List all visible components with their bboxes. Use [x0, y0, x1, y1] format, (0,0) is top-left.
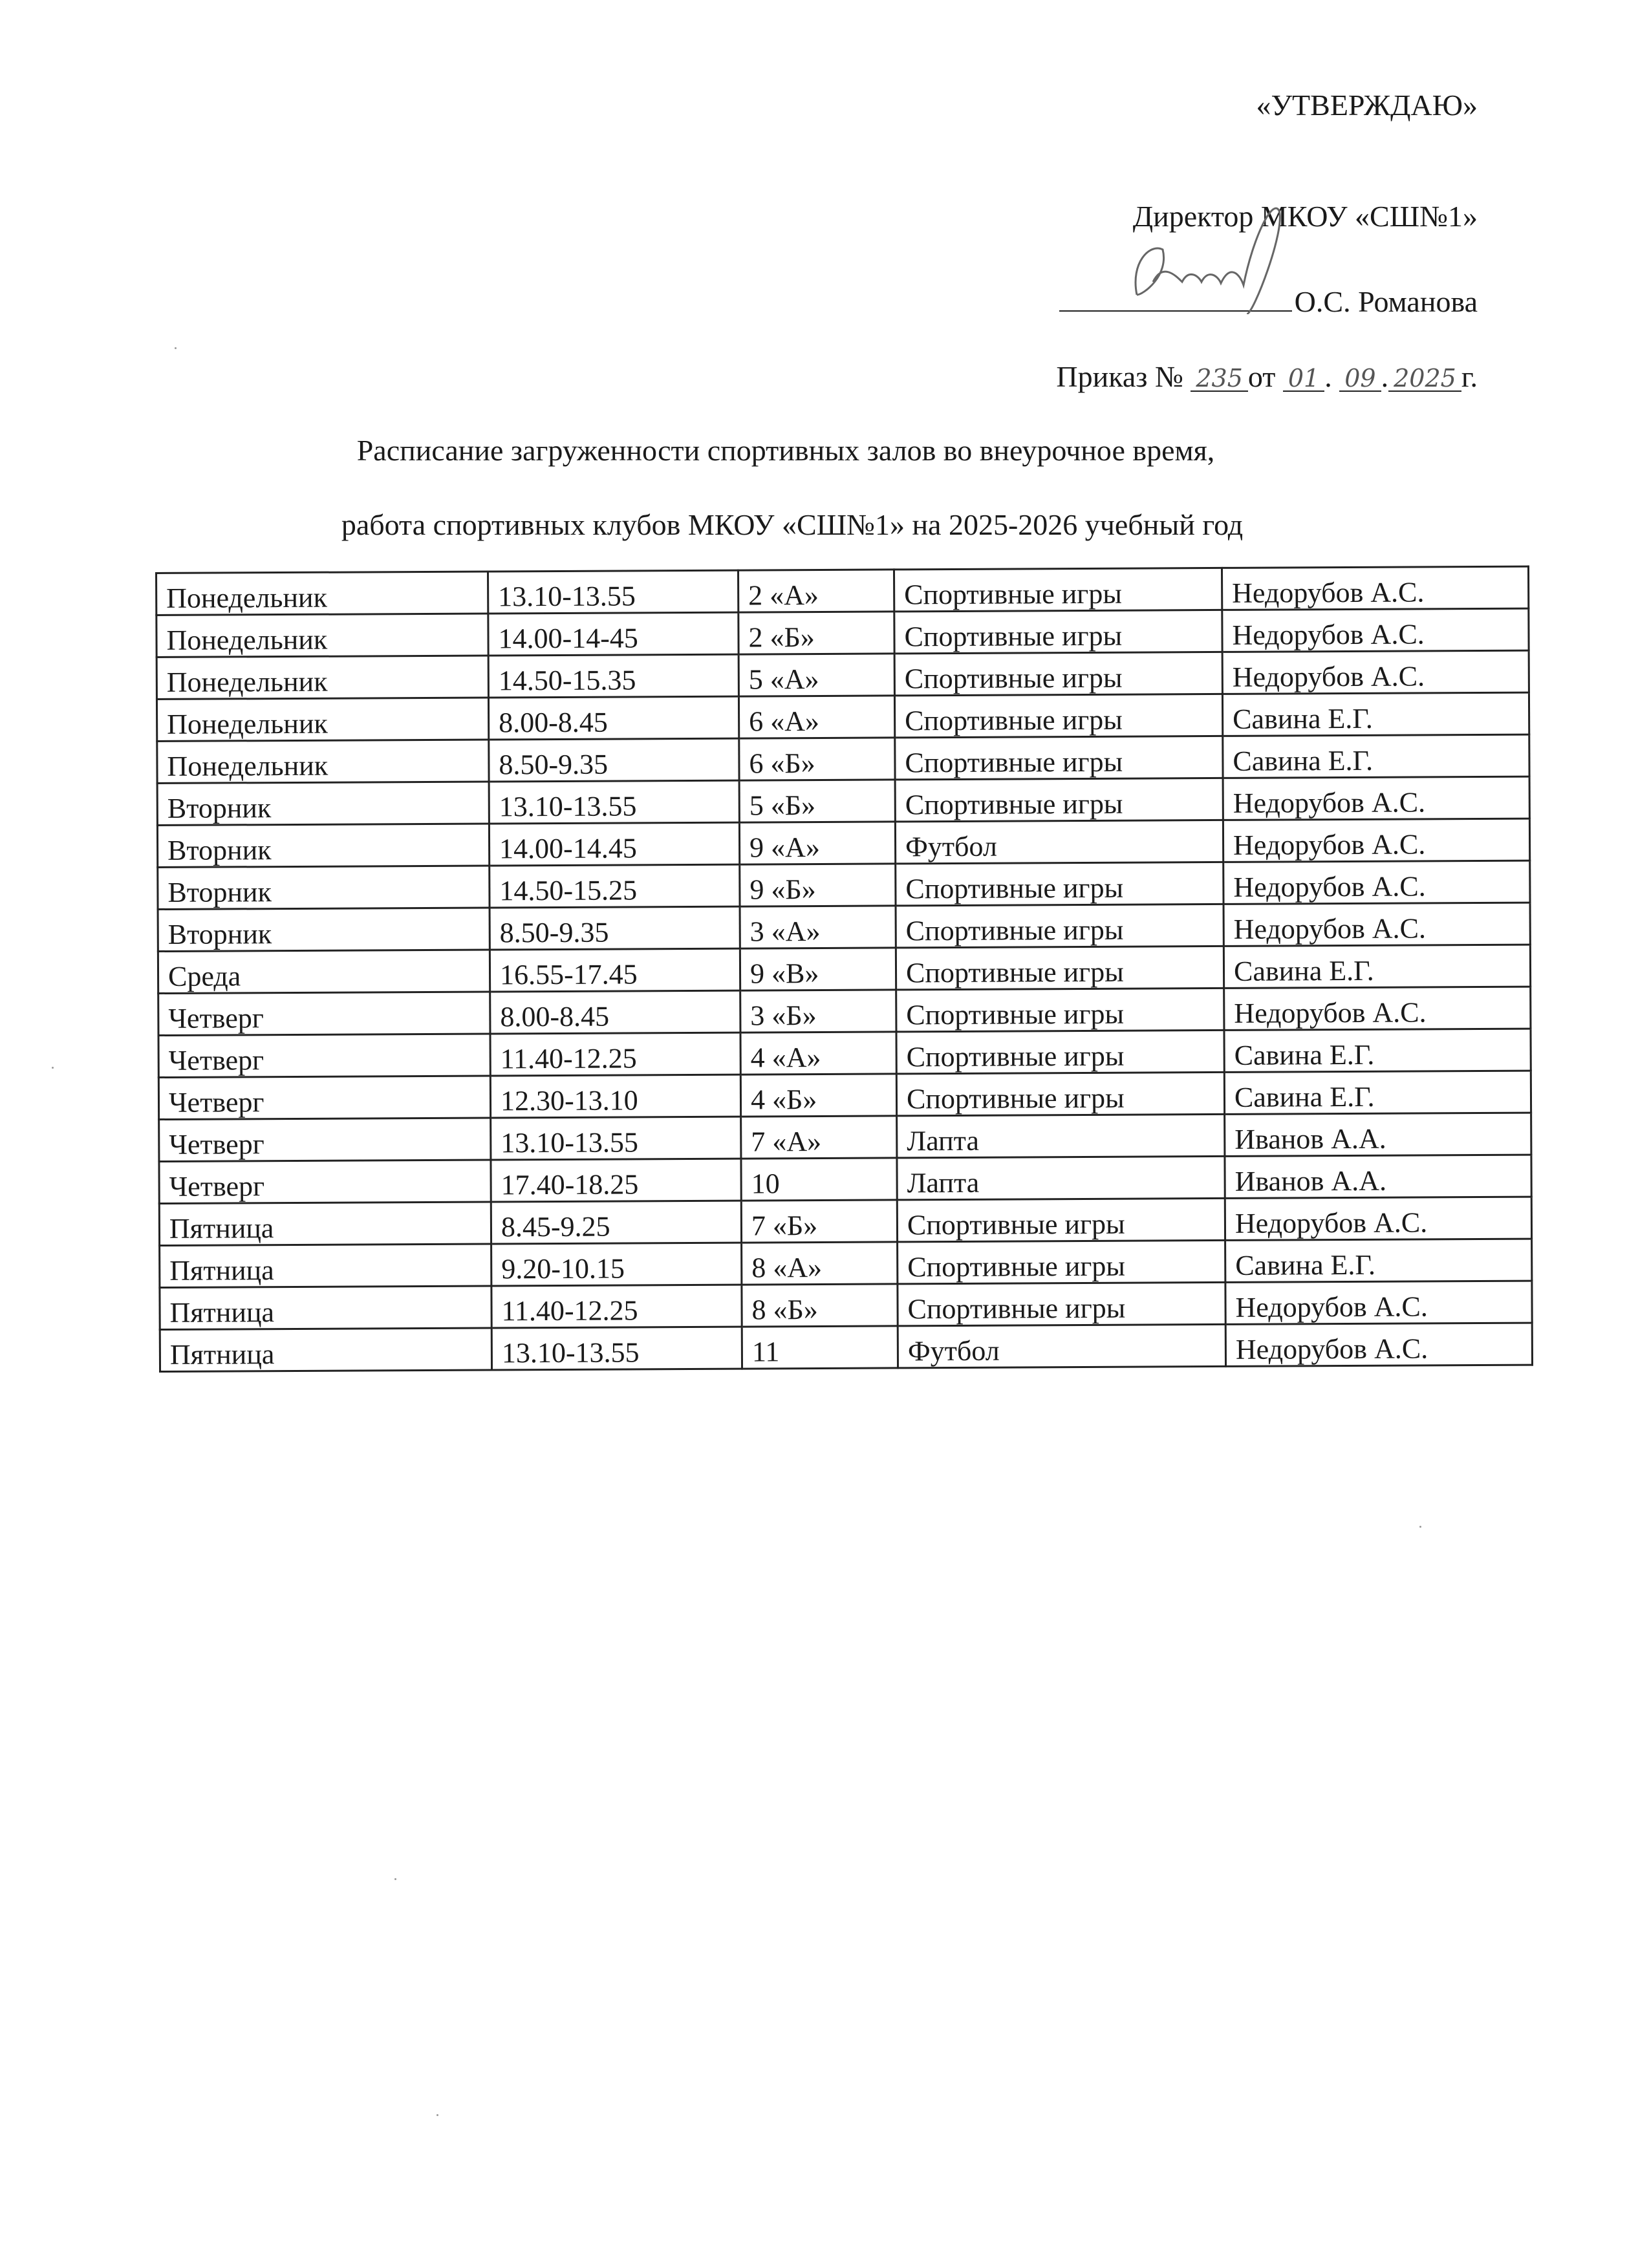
- cell-activity: Спортивные игры: [896, 862, 1223, 905]
- cell-time: 8.00-8.45: [488, 696, 738, 740]
- cell-teacher: Недорубов А.С.: [1222, 566, 1528, 610]
- cell-class: 2 «Б»: [738, 612, 894, 654]
- cell-teacher: Недорубов А.С.: [1222, 650, 1529, 694]
- cell-teacher: Савина Е.Г.: [1224, 1071, 1531, 1114]
- cell-class: 11: [742, 1326, 898, 1369]
- cell-activity: Спортивные игры: [894, 610, 1222, 653]
- cell-time: 11.40-12.25: [490, 1032, 740, 1076]
- schedule-table: [155, 566, 1533, 1373]
- cell-class: 10: [741, 1158, 897, 1201]
- signatory-name: О.С. Романова: [1294, 285, 1478, 318]
- cell-teacher: Недорубов А.С.: [1225, 1281, 1532, 1324]
- cell-teacher: Недорубов А.С.: [1222, 608, 1529, 652]
- cell-day: Вторник: [158, 908, 490, 952]
- cell-activity: Лапта: [897, 1114, 1225, 1157]
- cell-time: 8.50-9.35: [490, 906, 740, 950]
- cell-class: 9 «А»: [739, 822, 895, 864]
- order-from: от: [1247, 360, 1276, 393]
- table-row: [156, 650, 1529, 699]
- document-title-line-1: Расписание загруженности спортивных залов во внеурочное время,: [356, 434, 1215, 467]
- cell-time: 11.40-12.25: [491, 1285, 742, 1328]
- cell-day: Понедельник: [156, 656, 488, 700]
- cell-day: Понедельник: [156, 572, 488, 615]
- approval-stamp: «УТВЕРЖДАЮ»: [1256, 89, 1478, 122]
- cell-day: Пятница: [159, 1202, 491, 1246]
- cell-day: Пятница: [160, 1244, 491, 1288]
- order-suffix: г.: [1461, 360, 1478, 393]
- table-row: [158, 987, 1531, 1035]
- order-month: 09: [1339, 366, 1381, 392]
- table-row: [157, 734, 1529, 783]
- table-row: [157, 818, 1529, 867]
- cell-activity: Спортивные игры: [897, 1198, 1225, 1241]
- cell-time: 14.50-15.35: [488, 654, 738, 698]
- cell-day: Четверг: [159, 1160, 491, 1204]
- table-row: [158, 903, 1530, 951]
- table-row: [160, 1281, 1532, 1329]
- handwritten-signature-icon: [1124, 185, 1292, 314]
- cell-time: 13.10-13.55: [491, 1327, 742, 1370]
- table-row: [156, 608, 1529, 657]
- cell-activity: Футбол: [895, 820, 1223, 863]
- cell-time: 12.30-13.10: [490, 1075, 740, 1118]
- cell-class: 5 «А»: [738, 654, 894, 696]
- table-row: [156, 566, 1529, 615]
- table-row: [156, 692, 1529, 741]
- cell-time: 8.50-9.35: [489, 738, 739, 782]
- cell-activity: Спортивные игры: [894, 694, 1222, 737]
- scan-speck: [52, 1067, 54, 1069]
- cell-activity: Спортивные игры: [898, 1240, 1225, 1283]
- cell-time: 8.45-9.25: [491, 1201, 741, 1244]
- cell-activity: Лапта: [897, 1156, 1225, 1199]
- cell-activity: Спортивные игры: [896, 904, 1223, 947]
- schedule-table-body: [156, 566, 1533, 1371]
- scan-speck: [436, 2114, 438, 2116]
- cell-time: 17.40-18.25: [491, 1159, 741, 1202]
- cell-activity: Спортивные игры: [894, 652, 1222, 695]
- table-row: [159, 1113, 1531, 1161]
- cell-activity: Спортивные игры: [895, 736, 1223, 779]
- cell-day: Среда: [158, 950, 490, 994]
- cell-activity: Спортивные игры: [898, 1282, 1225, 1325]
- cell-class: 8 «Б»: [742, 1284, 898, 1327]
- table-row: [158, 861, 1530, 909]
- cell-time: 13.10-13.55: [489, 780, 739, 824]
- order-prefix: Приказ №: [1056, 360, 1183, 393]
- cell-teacher: Иванов А.А.: [1225, 1155, 1531, 1198]
- cell-time: 14.00-14-45: [488, 612, 738, 656]
- cell-activity: Футбол: [898, 1324, 1225, 1367]
- table-row: [158, 945, 1530, 993]
- table-row: [159, 1155, 1531, 1203]
- cell-teacher: Недорубов А.С.: [1225, 1197, 1531, 1240]
- cell-time: 13.10-13.55: [491, 1117, 741, 1160]
- cell-teacher: Савина Е.Г.: [1224, 1029, 1531, 1072]
- cell-activity: Спортивные игры: [896, 946, 1223, 989]
- cell-day: Вторник: [158, 866, 490, 910]
- signature-blank: [1059, 282, 1292, 312]
- order-line: Приказ № 235 от 01 . 09 . 2025 г.: [1056, 360, 1478, 393]
- cell-day: Четверг: [158, 1034, 490, 1078]
- cell-class: 9 «Б»: [740, 864, 896, 906]
- order-year: 2025: [1388, 366, 1461, 392]
- cell-class: 3 «Б»: [740, 990, 896, 1032]
- order-number: 235: [1191, 366, 1248, 392]
- cell-teacher: Недорубов А.С.: [1225, 1323, 1532, 1366]
- table-row: [159, 1197, 1531, 1245]
- table-row: [158, 1029, 1531, 1077]
- document-title-line-2: работа спортивных клубов МКОУ «СШ№1» на 2025-2026 учебный год: [341, 508, 1244, 541]
- cell-class: 9 «В»: [740, 948, 896, 990]
- cell-day: Четверг: [158, 992, 490, 1036]
- cell-time: 9.20-10.15: [491, 1243, 742, 1286]
- cell-day: Четверг: [159, 1118, 491, 1162]
- cell-class: 5 «Б»: [739, 780, 895, 822]
- order-day: 01: [1283, 366, 1324, 392]
- cell-teacher: Недорубов А.С.: [1223, 776, 1529, 820]
- cell-teacher: Савина Е.Г.: [1223, 945, 1530, 988]
- cell-day: Пятница: [160, 1328, 491, 1372]
- cell-activity: Спортивные игры: [894, 568, 1222, 611]
- cell-class: 7 «А»: [741, 1116, 897, 1159]
- cell-time: 14.50-15.25: [490, 864, 740, 908]
- cell-teacher: Савина Е.Г.: [1223, 734, 1529, 778]
- cell-time: 13.10-13.55: [488, 570, 738, 614]
- cell-teacher: Савина Е.Г.: [1225, 1239, 1532, 1282]
- cell-class: 2 «А»: [738, 570, 894, 612]
- table-row: [160, 1239, 1532, 1287]
- cell-teacher: Недорубов А.С.: [1223, 818, 1529, 862]
- cell-teacher: Недорубов А.С.: [1224, 987, 1531, 1030]
- cell-class: 3 «А»: [740, 906, 896, 948]
- scan-speck: [394, 1878, 396, 1880]
- cell-day: Пятница: [160, 1286, 491, 1330]
- cell-activity: Спортивные игры: [896, 988, 1224, 1031]
- signature-line: [1059, 282, 1478, 317]
- table-row: [158, 1071, 1531, 1119]
- cell-teacher: Савина Е.Г.: [1222, 692, 1529, 736]
- cell-class: 8 «А»: [742, 1242, 898, 1285]
- scan-speck: [175, 347, 177, 349]
- cell-activity: Спортивные игры: [896, 1030, 1224, 1073]
- cell-teacher: Иванов А.А.: [1225, 1113, 1531, 1156]
- cell-activity: Спортивные игры: [896, 1072, 1224, 1115]
- cell-teacher: Недорубов А.С.: [1223, 903, 1530, 946]
- cell-class: 4 «А»: [740, 1032, 896, 1075]
- scan-speck: [1419, 1526, 1421, 1528]
- cell-class: 6 «А»: [738, 696, 894, 738]
- cell-class: 6 «Б»: [739, 738, 895, 780]
- cell-day: Понедельник: [156, 614, 488, 658]
- cell-class: 7 «Б»: [741, 1200, 897, 1243]
- cell-time: 16.55-17.45: [490, 948, 740, 992]
- cell-class: 4 «Б»: [740, 1074, 896, 1117]
- cell-day: Понедельник: [156, 698, 488, 742]
- cell-time: 8.00-8.45: [490, 990, 740, 1034]
- cell-day: Понедельник: [157, 740, 489, 784]
- cell-time: 14.00-14.45: [489, 822, 739, 866]
- cell-day: Вторник: [157, 782, 489, 826]
- table-row: [160, 1323, 1532, 1371]
- cell-teacher: Недорубов А.С.: [1223, 861, 1530, 904]
- table-row: [157, 776, 1529, 825]
- cell-day: Четверг: [158, 1076, 490, 1120]
- cell-activity: Спортивные игры: [895, 778, 1223, 821]
- cell-day: Вторник: [157, 824, 489, 868]
- director-position: Директор МКОУ «СШ№1»: [1132, 200, 1478, 233]
